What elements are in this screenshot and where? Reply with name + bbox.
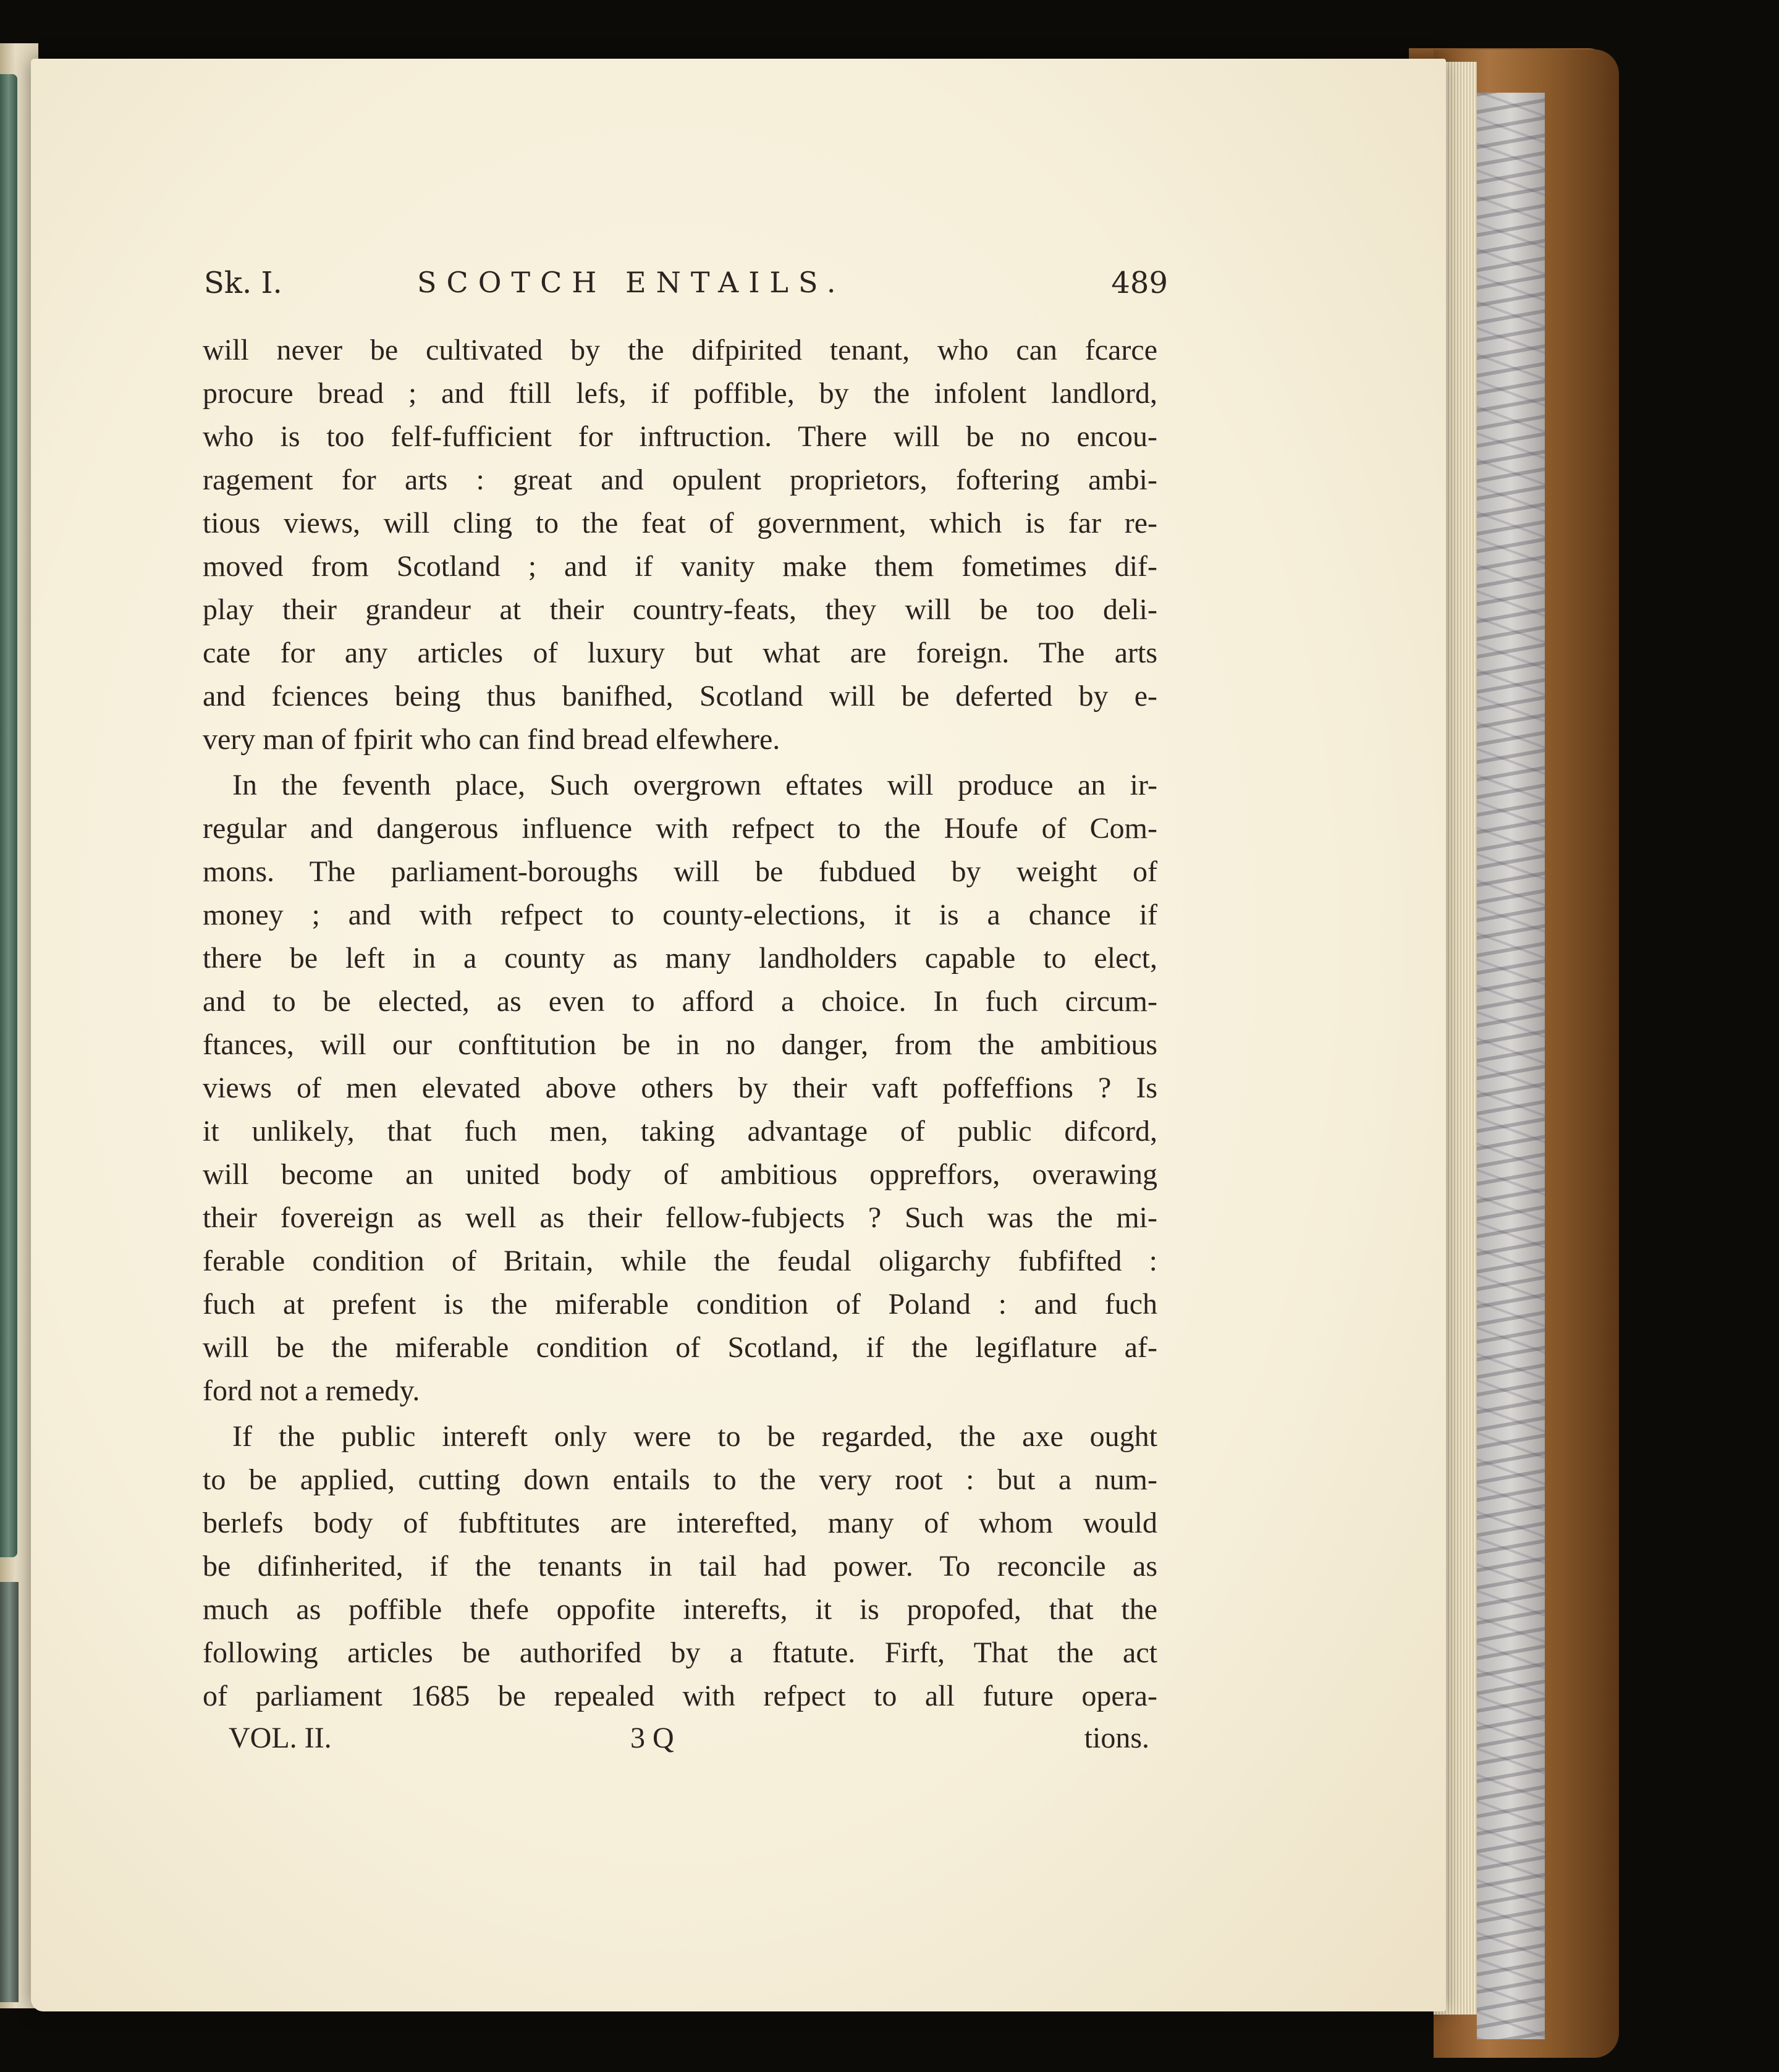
running-head: [204, 266, 1168, 315]
text-line: following articles be authorifed by a ftatute. Firft, That the act: [203, 1636, 1157, 1669]
running-head-title: SCOTCH ENTAILS.: [417, 266, 846, 299]
marbled-endpaper: [1477, 93, 1545, 2039]
text-line: their fovereign as well as their fellow-fubjects ? Such was the mi-: [203, 1201, 1157, 1234]
text-line: fuch at prefent is the miferable condition of Poland : and fuch: [203, 1288, 1157, 1321]
text-line: and to be elected, as even to afford a choice. In fuch circum-: [203, 985, 1157, 1018]
ribbon-bookmark: [0, 74, 17, 1557]
catchword: tions.: [1084, 1722, 1149, 1754]
text-line: will become an united body of ambitious oppreffors, overawing: [203, 1158, 1157, 1191]
running-head-section: Sk. I.: [204, 266, 282, 300]
text-line: will be the miferable condition of Scotland, if the legiflature af-: [203, 1331, 1157, 1364]
text-line: If the public intereft only were to be regarded, the axe ought: [232, 1420, 1157, 1453]
text-line: very man of fpirit who can find bread elfewhere.: [203, 723, 780, 756]
text-line: cate for any articles of luxury but what are foreign. The arts: [203, 636, 1157, 669]
text-line: In the feventh place, Such overgrown eftates will produce an ir-: [232, 769, 1157, 801]
text-line: mons. The parliament-boroughs will be fubdued by weight of: [203, 855, 1157, 888]
text-line: tious views, will cling to the feat of government, which is far re-: [203, 507, 1157, 539]
text-line: it unlikely, that fuch men, taking advantage of public difcord,: [203, 1115, 1157, 1148]
text-line: views of men elevated above others by their vaft poffeffions ? Is: [203, 1072, 1157, 1104]
text-line: be difinherited, if the tenants in tail had power. To reconcile as: [203, 1550, 1157, 1583]
text-line: who is too felf-fufficient for inftruction. There will be no encou-: [203, 420, 1157, 453]
text-line: ragement for arts : great and opulent proprietors, foftering ambi-: [203, 463, 1157, 496]
page-number: 489: [1111, 266, 1168, 300]
ribbon-bookmark-lower: [0, 1582, 19, 2002]
text-line: to be applied, cutting down entails to the very root : but a num-: [203, 1463, 1157, 1496]
text-line: ford not a remedy.: [203, 1374, 420, 1407]
text-line: there be left in a county as many landholders capable to elect,: [203, 942, 1157, 975]
text-line: money ; and with refpect to county-elections, it is a chance if: [203, 899, 1157, 931]
body-text: [203, 329, 1157, 1720]
text-line: will never be cultivated by the difpirited tenant, who can fcarce: [203, 334, 1157, 366]
signature-mark: 3 Q: [630, 1722, 674, 1754]
paragraph: [203, 329, 1157, 761]
page-footer: [229, 1721, 1149, 1770]
text-line: berlefs body of fubftitutes are interefted, many of whom would: [203, 1507, 1157, 1539]
text-line: ferable condition of Britain, while the feudal oligarchy fubfifted :: [203, 1245, 1157, 1277]
text-line: and fciences being thus banifhed, Scotland will be deferted by e-: [203, 680, 1157, 713]
text-line: of parliament 1685 be repealed with refpect to all future opera-: [203, 1680, 1157, 1712]
text-line: ftances, will our conftitution be in no danger, from the ambitious: [203, 1028, 1157, 1061]
paragraph: [203, 1415, 1157, 1718]
text-line: play their grandeur at their country-feats, they will be too deli-: [203, 593, 1157, 626]
volume-mark: VOL. II.: [229, 1722, 332, 1754]
text-line: procure bread ; and ftill lefs, if poffible, by the infolent landlord,: [203, 377, 1157, 410]
text-line: much as poffible thefe oppofite interefts, it is propofed, that the: [203, 1593, 1157, 1626]
text-line: regular and dangerous influence with refpect to the Houfe of Com-: [203, 812, 1157, 845]
paragraph: [203, 764, 1157, 1413]
text-line: moved from Scotland ; and if vanity make them fometimes dif-: [203, 550, 1157, 583]
